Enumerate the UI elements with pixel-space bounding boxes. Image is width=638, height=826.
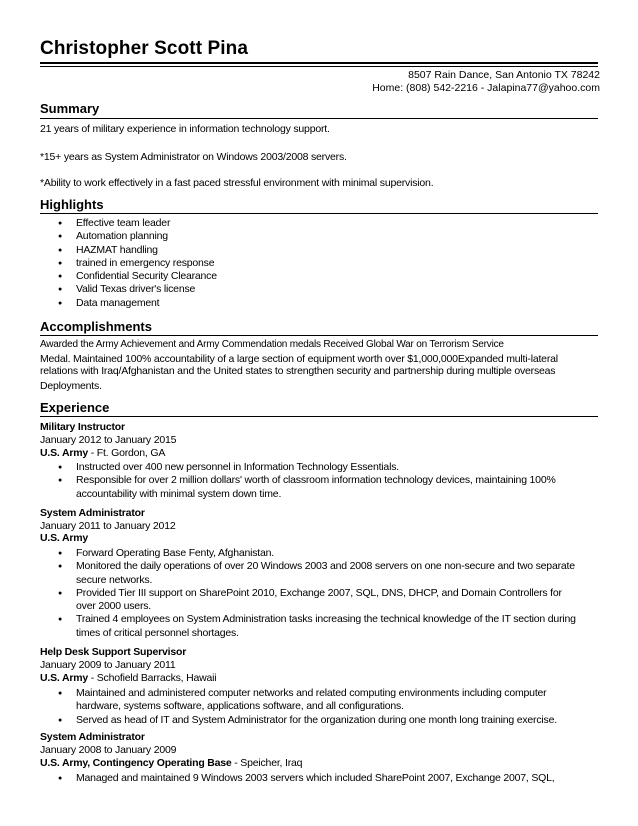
list-item: ● Provided Tier III support on SharePoint 2010, Exchange 2007, SQL, DNS, DHCP, and Domain Controllers for over 2000 users. [58,587,576,614]
job-location: - Speicher, Iraq [231,757,303,769]
summary-heading: Summary [40,101,100,116]
summary-line: 21 years of military experience in information technology support. [40,123,330,135]
list-item: ● Responsible for over 2 million dollars' worth of classroom information technology devices, maintaining 100% accountability with minimal system down time. [58,474,556,501]
job-bullets [58,461,556,501]
list-item: ● Forward Operating Base Fenty, Afghanistan. [58,547,576,560]
job-employer: U.S. Army, Contingency Operating Base [40,757,232,769]
job-employer-line [40,532,88,544]
job-title: Military Instructor [40,421,125,433]
job-location: - Ft. Gordon, GA [88,447,166,459]
list-item: ● Monitored the daily operations of over 20 Windows 2003 and 2008 servers on one non-secure and two separate secure networks. [58,560,576,587]
job-title: Help Desk Support Supervisor [40,646,187,658]
job-employer-line [40,447,165,459]
header-rule [40,62,598,64]
list-item: ● Managed and maintained 9 Windows 2003 servers which included SharePoint 2007, Exchange 2007, SQL, [58,772,555,785]
job-employer-line [40,757,302,769]
list-item: ● Data management [58,297,217,310]
job-employer: U.S. Army [40,532,88,544]
job-dates: January 2012 to January 2015 [40,434,177,446]
job-bullets [58,687,557,727]
contact-phone-email: Home: (808) 542-2216 - Jalapina77@yahoo.com [372,82,600,94]
job-location: - Schofield Barracks, Hawaii [88,672,217,684]
accomplishments-line: relations with Iraq/Afghanistan and the United states to strengthen security and partnership during multiple overseas [40,365,556,377]
highlights-rule [40,213,598,214]
list-item: ● Trained 4 employees on System Administration tasks increasing the technical knowledge of the IT section during times of critical personnel shortages. [58,613,576,640]
job-employer: U.S. Army [40,672,88,684]
job-dates: January 2011 to January 2012 [40,520,176,532]
list-item: ● Maintained and administered computer networks and related computing environments including computer hardware, systems software, applications software, and all configurations. [58,687,557,714]
highlights-list [58,217,217,310]
list-item: ● Confidential Security Clearance [58,270,217,283]
list-item: ● trained in emergency response [58,257,217,270]
list-item: ● HAZMAT handling [58,244,217,257]
accomplishments-line: Medal. Maintained 100% accountability of a large section of equipment worth over $1,000,000Expanded multi-lateral [40,353,558,365]
job-employer-line [40,672,216,684]
list-item: ● Effective team leader [58,217,217,230]
highlights-heading: Highlights [40,197,104,212]
accomplishments-line: Awarded the Army Achievement and Army Commendation medals Received Global War on Terrorism Service [40,339,504,350]
job-title: System Administrator [40,507,145,519]
job-bullets [58,772,555,785]
summary-line: *15+ years as System Administrator on Windows 2003/2008 servers. [40,151,347,163]
header-rule-thin [40,66,598,67]
job-title: System Administrator [40,731,145,743]
candidate-name: Christopher Scott Pina [40,38,249,59]
accomplishments-heading: Accomplishments [40,319,152,334]
summary-rule [40,118,598,119]
list-item: ● Valid Texas driver's license [58,283,217,296]
contact-address: 8507 Rain Dance, San Antonio TX 78242 [408,69,600,81]
list-item: ● Instructed over 400 new personnel in Information Technology Essentials. [58,461,556,474]
experience-rule [40,416,598,417]
experience-heading: Experience [40,400,110,415]
list-item: ● Served as head of IT and System Administrator for the organization during one month long training exercise. [58,714,557,727]
summary-line: *Ability to work effectively in a fast paced stressful environment with minimal supervision. [40,177,434,189]
job-employer: U.S. Army [40,447,88,459]
job-bullets [58,547,576,640]
accomplishments-line: Deployments. [40,380,102,392]
list-item: ● Automation planning [58,230,217,243]
accomplishments-rule [40,335,598,336]
job-dates: January 2008 to January 2009 [40,744,177,756]
job-dates: January 2009 to January 2011 [40,659,176,671]
